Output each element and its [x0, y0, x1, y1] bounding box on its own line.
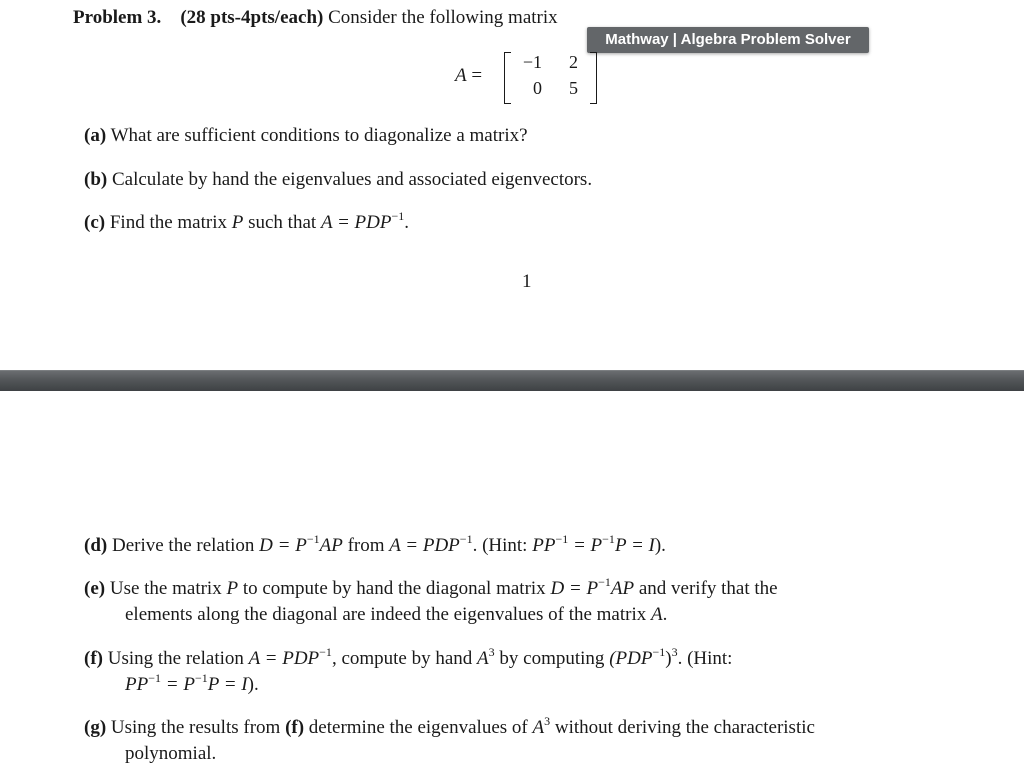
part-g-var: A [532, 717, 545, 738]
part-g-label: (g) [84, 717, 107, 738]
part-d [84, 534, 666, 558]
part-g-line2: polynomial. [125, 743, 217, 764]
part-e-label: (e) [84, 578, 106, 599]
part-f-text3: by computing [494, 648, 610, 669]
matrix-cell-21: 0 [533, 78, 542, 98]
matrix-lhs: A = [455, 65, 483, 86]
part-d-text3: . (Hint: [472, 535, 533, 556]
part-f-exp1: −1 [319, 645, 332, 659]
page-number: 1 [522, 271, 532, 292]
part-f-line2-eq3: P = I [207, 674, 248, 695]
part-e-line2-end: . [662, 604, 668, 625]
part-d-exp1: −1 [306, 532, 320, 546]
part-e-var: P [226, 578, 239, 599]
problem-intro: Consider the following matrix [328, 7, 558, 28]
part-f-var: A [477, 648, 489, 669]
part-f-line2-eq: PP [125, 674, 149, 695]
problem-heading [73, 6, 558, 30]
part-c-end: . [404, 212, 409, 233]
part-e-text2: to compute by hand the diagonal matrix [238, 578, 551, 599]
part-d-text2: from [342, 535, 390, 556]
part-e-line2 [125, 603, 667, 627]
matrix-cell-22: 5 [569, 78, 578, 98]
page-divider [0, 370, 1024, 391]
part-f-pow: 3 [488, 645, 495, 659]
part-c-text: Find the matrix [109, 212, 232, 233]
part-f-line2-eq2: = P [161, 674, 195, 695]
part-d-eq3c: P = I [614, 535, 655, 556]
part-g [84, 716, 815, 740]
right-bracket [590, 52, 597, 104]
part-c-var: P [231, 212, 244, 233]
part-d-eq2: A = PDP [389, 535, 460, 556]
part-d-end: ). [654, 535, 666, 556]
part-e-var2: A [651, 604, 663, 625]
part-f-pow2: 3 [671, 645, 678, 659]
part-e-text3: and verify that the [634, 578, 778, 599]
part-d-exp2: −1 [459, 532, 473, 546]
part-g-text3: without deriving the characteristic [550, 717, 815, 738]
part-d-label: (d) [84, 535, 108, 556]
part-f-exp4: −1 [194, 671, 208, 685]
part-f-eq2b: ) [665, 648, 672, 669]
part-a-label: (a) [84, 125, 107, 146]
part-a-text: What are sufficient conditions to diagonalize a matrix? [110, 125, 528, 146]
matrix-a [455, 50, 615, 106]
part-d-eq1b: AP [319, 535, 343, 556]
problem-label: Problem 3. [73, 7, 162, 28]
part-g-pow: 3 [544, 714, 551, 728]
part-c-text2: such that [243, 212, 321, 233]
part-c-label: (c) [84, 212, 106, 233]
part-e-text: Use the matrix [109, 578, 227, 599]
part-d-eq3b: = P [568, 535, 603, 556]
part-d-text: Derive the relation [111, 535, 260, 556]
part-b [84, 168, 592, 192]
left-bracket [504, 52, 511, 104]
part-a [84, 124, 528, 148]
part-d-eq3: PP [532, 535, 556, 556]
matrix-cell-12: 2 [569, 52, 578, 72]
part-f-label: (f) [84, 648, 103, 669]
part-g-text: Using the results from [110, 717, 286, 738]
part-g-text2: determine the eigenvalues of [304, 717, 533, 738]
part-f-text: Using the relation [107, 648, 249, 669]
part-b-label: (b) [84, 169, 108, 190]
page-top [0, 0, 1024, 370]
part-c-exp: −1 [391, 209, 405, 223]
part-f-text4: . (Hint: [677, 648, 733, 669]
part-f-exp2: −1 [652, 645, 666, 659]
part-d-exp3: −1 [555, 532, 569, 546]
part-f-exp3: −1 [148, 671, 161, 685]
part-f-eq1: A = PDP [248, 648, 320, 669]
part-e-line2-text: elements along the diagonal are indeed the eigenvalues of the matrix [125, 604, 651, 625]
part-e-exp: −1 [598, 575, 611, 589]
part-e-eqb: AP [610, 578, 635, 599]
part-f-text2: , compute by hand [331, 648, 478, 669]
part-d-eq1: D = P [259, 535, 307, 556]
part-g-ref: (f) [285, 717, 305, 738]
part-e [84, 577, 778, 601]
part-f-line2-end: ). [247, 674, 259, 695]
part-d-exp3b: −1 [602, 532, 615, 546]
problem-points: (28 pts-4pts/each) [180, 7, 324, 28]
part-f [84, 647, 732, 671]
part-b-text: Calculate by hand the eigenvalues and associated eigenvectors. [111, 169, 593, 190]
part-e-eq: D = P [550, 578, 599, 599]
matrix-cell-11: −1 [522, 52, 542, 72]
mathway-tooltip[interactable]: Mathway | Algebra Problem Solver [587, 27, 869, 53]
part-f-eq2: (PDP [609, 648, 653, 669]
part-c [84, 211, 409, 235]
part-f-line2 [125, 673, 259, 697]
part-c-eq: A = PDP [320, 212, 392, 233]
